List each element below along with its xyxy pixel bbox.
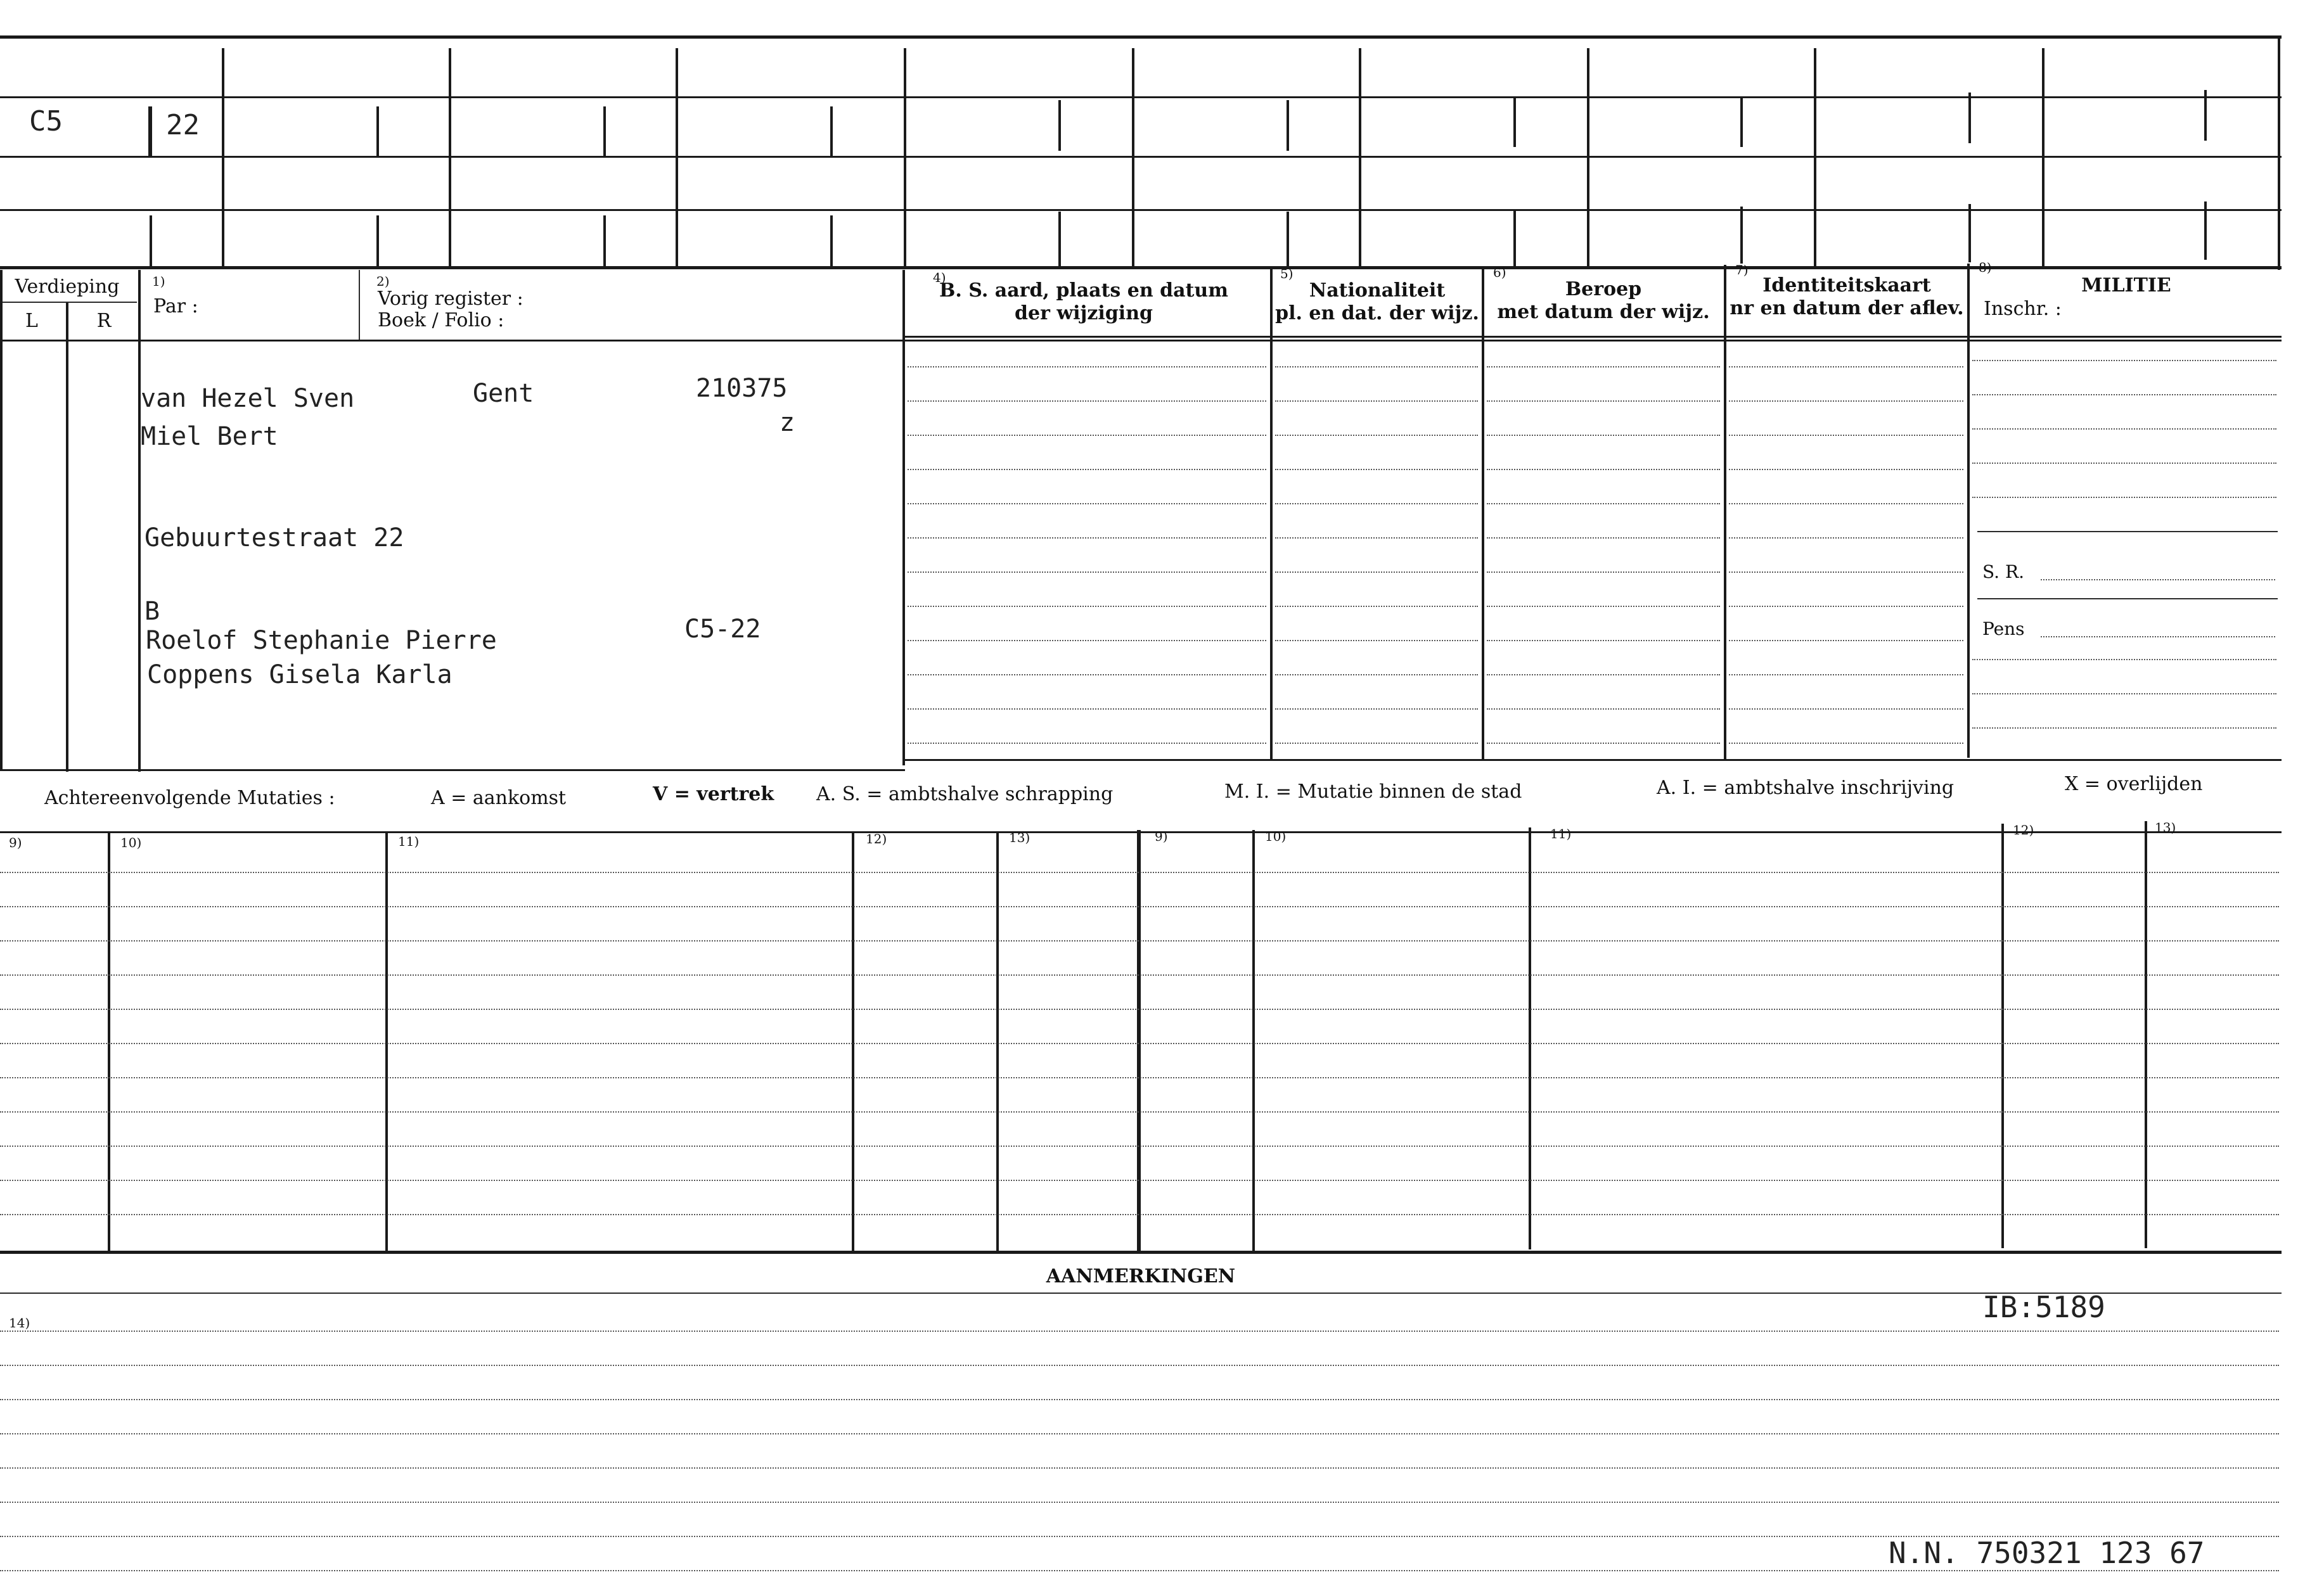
mut-col-divider xyxy=(1529,827,1531,1249)
mut-col-divider xyxy=(1252,830,1255,1252)
ruled-line xyxy=(1972,428,2276,430)
col5-number: 5) xyxy=(1280,266,1293,281)
ruled-line xyxy=(1275,708,1478,710)
ruled-line xyxy=(0,1180,2279,1181)
entry-name-2: Miel Bert xyxy=(141,422,278,451)
mut-col-9-right: 9) xyxy=(1155,829,1168,844)
col7-divider xyxy=(1724,265,1726,759)
left-label: L xyxy=(25,310,38,332)
nationaliteit-header: Nationaliteit xyxy=(1309,279,1446,302)
beroep-header: Beroep xyxy=(1565,278,1642,300)
mut-col-13-left: 13) xyxy=(1009,830,1030,845)
top-sub-divider xyxy=(1058,212,1061,266)
ruled-line xyxy=(1729,469,1963,470)
mutations-label: Achtereenvolgende Mutaties : xyxy=(44,787,335,809)
ruled-line xyxy=(1275,435,1478,436)
ruled-line xyxy=(0,1214,2279,1215)
top-col-divider xyxy=(2042,48,2044,269)
mutation-x: X = overlijden xyxy=(2065,773,2203,795)
ruled-line xyxy=(0,1111,2279,1113)
ruled-line xyxy=(1275,674,1478,675)
ruled-line xyxy=(908,743,1266,744)
ruled-line xyxy=(1972,360,2276,361)
ruled-line xyxy=(1487,571,1720,573)
ruled-line xyxy=(1729,503,1963,504)
col7-number: 7) xyxy=(1735,262,1749,278)
ruled-line xyxy=(908,708,1266,710)
ruled-line xyxy=(908,674,1266,675)
ruled-line xyxy=(908,606,1266,607)
remarks-title-line xyxy=(0,1293,2282,1294)
mut-col-9-left: 9) xyxy=(9,835,22,850)
top-row-line xyxy=(0,96,2282,98)
verdieping-label: Verdieping xyxy=(15,276,120,298)
mutations-top-line xyxy=(902,759,2282,761)
ruled-line xyxy=(2041,636,2275,637)
ruled-line xyxy=(2041,579,2275,580)
ruled-line xyxy=(908,435,1266,436)
mut-col-12-left: 12) xyxy=(866,831,887,846)
lr-divider xyxy=(66,303,68,772)
top-sub-divider xyxy=(1287,212,1289,266)
bs-header-line1: B. S. aard, plaats en datum xyxy=(939,279,1228,302)
beroep-sub: met datum der wijz. xyxy=(1497,301,1710,323)
top-col-divider xyxy=(1587,48,1589,269)
ruled-line xyxy=(1729,571,1963,573)
identiteitskaart-header: Identiteitskaart xyxy=(1762,274,1931,297)
ruled-line xyxy=(1275,640,1478,641)
ruled-line xyxy=(1487,435,1720,436)
mut-col-divider xyxy=(852,831,854,1252)
mutation-mi: M. I. = Mutatie binnen de stad xyxy=(1224,781,1522,803)
ruled-line xyxy=(0,1570,2279,1571)
top-col-divider xyxy=(222,48,224,269)
top-sub-divider xyxy=(1740,96,1743,147)
col6-number: 6) xyxy=(1493,265,1506,280)
ruled-line xyxy=(1729,435,1963,436)
ruled-line xyxy=(1972,497,2276,498)
mut-col-11-right: 11) xyxy=(1550,826,1572,841)
ruled-line xyxy=(908,400,1266,402)
ruled-line xyxy=(908,366,1266,367)
ruled-line xyxy=(1729,400,1963,402)
col4-divider xyxy=(902,270,905,765)
ruled-line xyxy=(1275,606,1478,607)
header-bottom-right xyxy=(902,336,2282,338)
mut-col-divider xyxy=(108,833,110,1252)
bs-header-line2: der wijziging xyxy=(1015,302,1153,324)
mutations-table-top xyxy=(0,831,2282,833)
top-sub-divider xyxy=(603,215,606,267)
top-sub-divider xyxy=(150,215,152,267)
ruled-line xyxy=(1275,503,1478,504)
ruled-line xyxy=(1729,366,1963,367)
top-sub-divider xyxy=(376,106,379,157)
ruled-line xyxy=(1972,394,2276,395)
top-col-divider xyxy=(1132,48,1134,269)
ruled-line xyxy=(0,1502,2279,1503)
mutation-ai: A. I. = ambtshalve inschrijving xyxy=(1657,777,1955,799)
entry-place: Gent xyxy=(473,379,534,408)
ruled-line xyxy=(0,974,2279,976)
col6-divider xyxy=(1482,266,1484,760)
ruled-line xyxy=(0,1009,2279,1010)
ruled-line xyxy=(1487,469,1720,470)
top-sub-divider xyxy=(603,106,606,157)
sr-label: S. R. xyxy=(1982,561,2024,582)
ruled-line xyxy=(1972,659,2276,660)
mut-col-divider xyxy=(1137,830,1141,1252)
header-bottom-line xyxy=(0,340,2282,342)
ruled-line xyxy=(908,469,1266,470)
ruled-line xyxy=(908,571,1266,573)
identiteitskaart-sub: nr en datum der aflev. xyxy=(1730,297,1964,319)
mut-col-divider xyxy=(996,831,999,1252)
entry-date: 210375 xyxy=(696,374,788,403)
entry-b: B xyxy=(144,597,160,626)
col1-number: 1) xyxy=(152,274,165,289)
ruled-line xyxy=(1487,674,1720,675)
ruled-line xyxy=(1275,743,1478,744)
pens-label: Pens xyxy=(1982,618,2025,639)
top-sub-divider xyxy=(830,215,833,267)
ruled-line xyxy=(0,1433,2279,1434)
block-code: C5 xyxy=(29,105,63,137)
entry-sex: z xyxy=(780,408,795,437)
remarks-number: 14) xyxy=(9,1315,30,1331)
top-sub-divider xyxy=(830,106,833,157)
inschr-label: Inschr. : xyxy=(1984,298,2062,320)
entry-ref: C5-22 xyxy=(684,615,761,644)
top-border xyxy=(0,35,2282,39)
mut-col-10-right: 10) xyxy=(1265,829,1287,844)
col4-number: 4) xyxy=(933,270,946,285)
nn-number: N.N. 750321 123 67 xyxy=(1889,1536,2205,1570)
ruled-line xyxy=(1729,674,1963,675)
ruled-line xyxy=(1972,693,2276,694)
ruled-line xyxy=(0,1365,2279,1366)
top-right-edge xyxy=(2278,35,2280,270)
ruled-line xyxy=(0,872,2279,873)
ruled-line xyxy=(908,640,1266,641)
ruled-line xyxy=(1729,606,1963,607)
mutation-as: A. S. = ambtshalve schrapping xyxy=(816,783,1114,805)
col5-divider xyxy=(1270,266,1273,760)
house-number: 22 xyxy=(166,109,200,141)
ruled-line xyxy=(1275,469,1478,470)
top-sub-divider xyxy=(1287,100,1289,151)
ruled-line xyxy=(1275,537,1478,539)
entry-name-3: Roelof Stephanie Pierre xyxy=(146,626,497,655)
ruled-line xyxy=(1729,640,1963,641)
boek-folio-label: Boek / Folio : xyxy=(378,309,504,331)
ruled-line xyxy=(0,940,2279,942)
entry-name-1: van Hezel Sven xyxy=(141,384,355,413)
ruled-line xyxy=(0,1467,2279,1469)
ruled-line xyxy=(1487,606,1720,607)
nationaliteit-sub: pl. en dat. der wijz. xyxy=(1275,302,1479,324)
top-col-divider xyxy=(904,48,906,269)
mut-col-10-left: 10) xyxy=(120,835,142,850)
ruled-line xyxy=(908,503,1266,504)
mut-col-divider xyxy=(2001,824,2004,1248)
top-row-line xyxy=(0,266,2282,269)
ib-reference: IB:5189 xyxy=(1982,1290,2105,1324)
top-row-line xyxy=(0,156,2282,158)
remarks-title: AANMERKINGEN xyxy=(1046,1265,1236,1287)
militie-line xyxy=(1977,598,2278,599)
top-sub-divider xyxy=(1513,209,1516,266)
ruled-line xyxy=(1487,743,1720,744)
ruled-line xyxy=(1275,400,1478,402)
ruled-line xyxy=(1487,708,1720,710)
top-col-divider xyxy=(1359,48,1361,269)
ruled-line xyxy=(0,1331,2279,1332)
top-sub-divider xyxy=(1513,96,1516,147)
col8-divider xyxy=(1967,264,1970,758)
body-bottom-line xyxy=(0,769,905,771)
mut-col-13-right: 13) xyxy=(2155,820,2176,835)
mut-col-divider xyxy=(2145,821,2147,1248)
ruled-line xyxy=(1487,640,1720,641)
vorig-register-label: Vorig register : xyxy=(378,288,523,310)
par-divider xyxy=(138,270,141,772)
ruled-line xyxy=(1275,571,1478,573)
ruled-line xyxy=(1972,463,2276,464)
entry-street: Gebuurtestraat 22 xyxy=(144,523,404,552)
entry-name-4: Coppens Gisela Karla xyxy=(147,660,453,689)
ruled-line xyxy=(908,537,1266,539)
militie-line xyxy=(1977,531,2278,532)
ruled-line xyxy=(0,1043,2279,1044)
ruled-line xyxy=(1972,727,2276,729)
top-col-divider xyxy=(449,48,451,269)
top-sub-divider xyxy=(376,215,379,267)
par-label: Par : xyxy=(153,295,198,317)
ruled-line xyxy=(0,1399,2279,1400)
mutation-a: A = aankomst xyxy=(431,787,567,809)
top-row-line xyxy=(0,209,2282,211)
ruled-line xyxy=(1729,708,1963,710)
mutations-table-bottom xyxy=(0,1251,2282,1254)
ruled-line xyxy=(1275,366,1478,367)
ruled-line xyxy=(1487,366,1720,367)
ruled-line xyxy=(1487,503,1720,504)
militie-header: MILITIE xyxy=(2081,274,2171,297)
mut-col-divider xyxy=(385,833,388,1252)
col2-divider xyxy=(359,270,360,340)
verdieping-split xyxy=(0,302,137,303)
col2-number: 2) xyxy=(376,274,390,289)
ruled-line xyxy=(1729,537,1963,539)
ruled-line xyxy=(1487,537,1720,539)
mutation-v: V = vertrek xyxy=(653,783,774,805)
col8-number: 8) xyxy=(1979,260,1992,275)
mut-col-11-left: 11) xyxy=(398,834,420,849)
top-sub-divider xyxy=(2204,90,2207,141)
body-left-edge xyxy=(0,270,3,770)
ruled-line xyxy=(1487,400,1720,402)
ruled-line xyxy=(0,1146,2279,1147)
ruled-line xyxy=(0,1077,2279,1078)
top-sub-divider xyxy=(1740,207,1743,264)
right-label: R xyxy=(96,310,112,332)
top-col-divider xyxy=(676,48,678,269)
top-cell-divider xyxy=(148,106,151,157)
ruled-line xyxy=(0,906,2279,907)
ruled-line xyxy=(1729,743,1963,744)
top-col-divider xyxy=(1814,48,1816,269)
top-sub-divider xyxy=(1968,204,1971,262)
top-sub-divider xyxy=(2204,201,2207,260)
top-sub-divider xyxy=(1968,93,1971,143)
top-sub-divider xyxy=(1058,100,1061,151)
mut-col-12-right: 12) xyxy=(2013,822,2034,838)
